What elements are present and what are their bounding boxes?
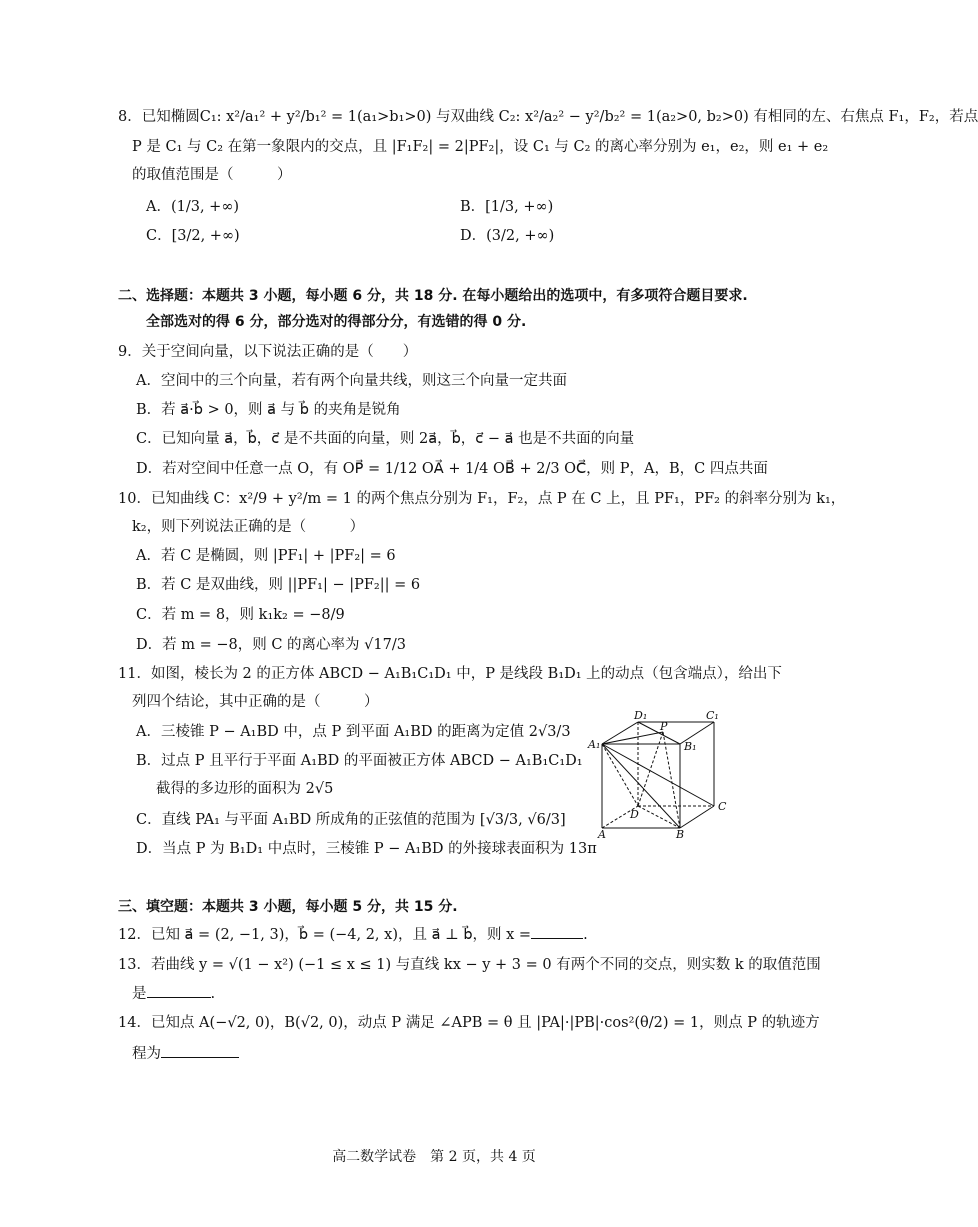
- q14-answer-blank: [161, 1043, 239, 1058]
- label-c: C: [718, 800, 727, 813]
- q13-line2: 是 .: [132, 983, 215, 1005]
- q11-line1: 11．如图，棱长为 2 的正方体 ABCD − A₁B₁C₁D₁ 中，P 是线段 B₁D₁ 上的动点（包含端点），给出下: [118, 666, 782, 682]
- q11-line2: 列四个结论，其中正确的是（ ）: [132, 694, 379, 710]
- q13-answer-blank: [147, 983, 211, 998]
- q8-line3: 的取值范围是（ ）: [132, 167, 292, 183]
- section2-heading: 二、选择题：本题共 3 小题，每小题 6 分，共 18 分. 在每小题给出的选项中，有多项符合题目要求.: [118, 288, 748, 304]
- label-a: A: [598, 828, 606, 841]
- q12-line: 12．已知 a⃗ = (2, −1, 3)，b⃗ = (−4, 2, x)，且 a⃗ ⊥ b⃗，则 x = .: [118, 924, 588, 946]
- page-footer: 高二数学试卷 第 2 页，共 4 页: [332, 1149, 536, 1165]
- q8-option-a: A．(1/3, +∞): [146, 199, 240, 215]
- q9-option-b: B．若 a⃗·b⃗ > 0，则 a⃗ 与 b⃗ 的夹角是锐角: [136, 402, 401, 418]
- q8-option-d: D．(3/2, +∞): [460, 228, 555, 244]
- q13-line1: 13．若曲线 y = √(1 − x²) (−1 ≤ x ≤ 1) 与直线 kx − y + 3 = 0 有两个不同的交点，则实数 k 的取值范围: [118, 957, 821, 973]
- q8-option-c: C．[3/2, +∞): [146, 228, 240, 244]
- section3-heading: 三、填空题：本题共 3 小题，每小题 5 分，共 15 分.: [118, 899, 458, 915]
- q8-line2: P 是 C₁ 与 C₂ 在第一象限内的交点，且 |F₁F₂| = 2|PF₂|，设 C₁ 与 C₂ 的离心率分别为 e₁，e₂，则 e₁ + e₂: [132, 139, 829, 155]
- q9-option-c: C．已知向量 a⃗，b⃗，c⃗ 是不共面的向量，则 2a⃗，b⃗，c⃗ − a⃗ 也是不共面的向量: [136, 431, 635, 447]
- q11-option-d: D．当点 P 为 B₁D₁ 中点时，三棱锥 P − A₁BD 的外接球表面积为 13π: [136, 841, 597, 857]
- q10-option-b: B．若 C 是双曲线，则 ||PF₁| − |PF₂|| = 6: [136, 577, 421, 593]
- q9-stem: 9．关于空间向量，以下说法正确的是（ ）: [118, 344, 418, 360]
- label-b: B: [676, 828, 685, 841]
- q8-option-b: B．[1/3, +∞): [460, 199, 554, 215]
- q10-line1: 10．已知曲线 C：x²/9 + y²/m = 1 的两个焦点分别为 F₁，F₂，点 P 在 C 上，且 PF₁，PF₂ 的斜率分别为 k₁，: [118, 491, 846, 507]
- q14-line2: [132, 1043, 239, 1065]
- q9-option-d: D．若对空间中任意一点 O，有 OP⃗ = 1/12 OA⃗ + 1/4 OB⃗ + 2/3 OC⃗，则 P，A，B，C 四点共面: [136, 461, 768, 477]
- q11-option-a: A．三棱锥 P − A₁BD 中，点 P 到平面 A₁BD 的距离为定值 2√3/3: [136, 724, 571, 740]
- section2-heading-cont: 全部选对的得 6 分，部分选对的得部分分，有选错的得 0 分.: [146, 314, 527, 330]
- q8-line1: 8．已知椭圆C₁: x²/a₁² + y²/b₁² = 1(a₁>b₁>0) 与双曲线 C₂: x²/a₂² − y²/b₂² = 1(a₂>0, b₂>0) 有相同的左、右焦点 F₁，F₂，若点: [118, 109, 978, 125]
- label-a1: A₁: [588, 738, 601, 751]
- q14-text-tail: 程为: [132, 1046, 161, 1062]
- q11-option-c: C．直线 PA₁ 与平面 A₁BD 所成角的正弦值的范围为 [√3/3, √6/3]: [136, 812, 566, 828]
- label-d1: D₁: [634, 709, 648, 722]
- label-p: P: [660, 720, 668, 733]
- label-c1: C₁: [706, 709, 719, 722]
- q12-text: 12．已知 a⃗ = (2, −1, 3)，b⃗ = (−4, 2, x)，且 a⃗ ⊥ b⃗，则 x =: [118, 927, 532, 943]
- label-d: D: [630, 808, 639, 821]
- q12-answer-blank: [531, 924, 583, 939]
- q10-option-a: A．若 C 是椭圆，则 |PF₁| + |PF₂| = 6: [136, 548, 396, 564]
- q11-option-b: B．过点 P 且平行于平面 A₁BD 的平面被正方体 ABCD − A₁B₁C₁D₁: [136, 753, 583, 769]
- q10-option-c: C．若 m = 8，则 k₁k₂ = −8/9: [136, 607, 345, 623]
- q14-line1: 14．已知点 A(−√2, 0)，B(√2, 0)，动点 P 满足 ∠APB = θ 且 |PA|·|PB|·cos²(θ/2) = 1，则点 P 的轨迹方: [118, 1015, 820, 1031]
- cube-figure: [588, 710, 740, 842]
- q11-option-b-cont: 截得的多边形的面积为 2√5: [156, 781, 334, 797]
- q13-text-tail: 是: [132, 986, 147, 1002]
- q9-option-a: A．空间中的三个向量，若有两个向量共线，则这三个向量一定共面: [136, 373, 567, 389]
- q10-option-d: D．若 m = −8，则 C 的离心率为 √17/3: [136, 637, 406, 653]
- q10-line2: k₂，则下列说法正确的是（ ）: [132, 519, 365, 535]
- label-b1: B₁: [684, 740, 697, 753]
